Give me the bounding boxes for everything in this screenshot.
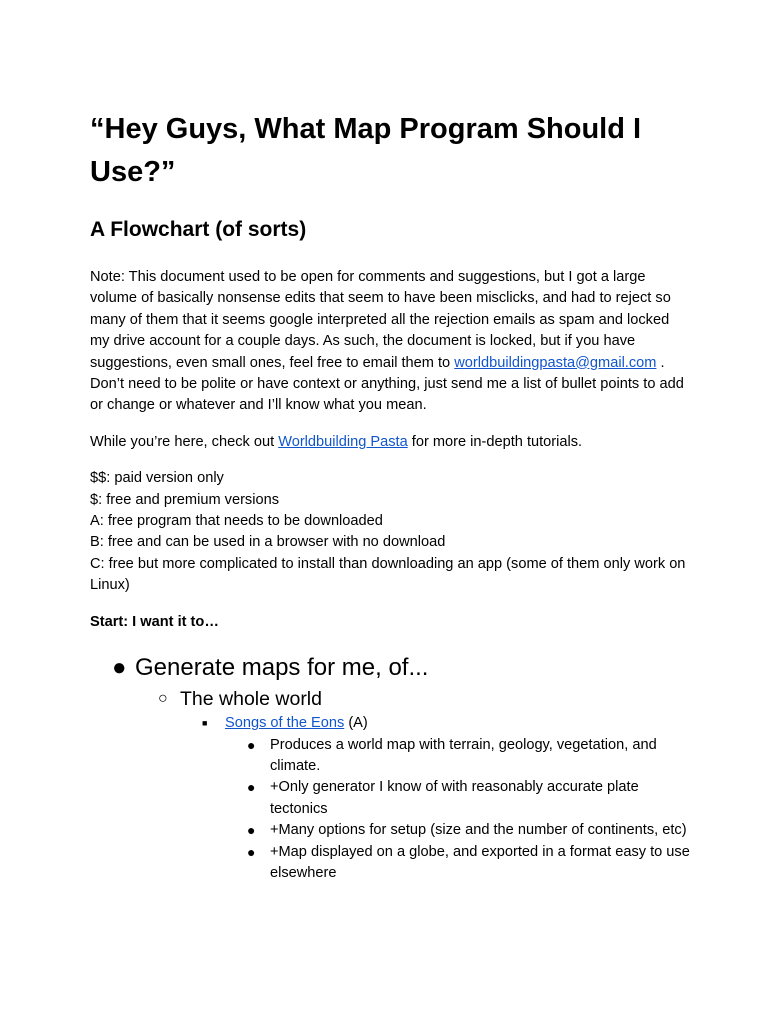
list-item-text: Produces a world map with terrain, geology, vegetation, and climate. xyxy=(270,736,657,774)
flowchart-outline xyxy=(90,651,690,884)
note-paragraph xyxy=(90,267,690,417)
worldbuilding-pasta-link[interactable]: Worldbuilding Pasta xyxy=(278,433,408,450)
list-item xyxy=(225,842,690,885)
legend-item: C: free but more complicated to install than downloading an app (some of them only work on Linux) xyxy=(90,555,686,594)
list-item xyxy=(225,820,690,841)
document-page xyxy=(90,108,690,884)
square-bullet-icon: ■ xyxy=(202,718,208,729)
legend-item: $$: paid version only xyxy=(90,470,224,487)
list-item-text: +Only generator I know of with reasonably accurate plate tectonics xyxy=(270,779,639,817)
outline-item-generate-maps xyxy=(90,651,690,884)
legend-item: $: free and premium versions xyxy=(90,491,279,508)
checkout-text: While you’re here, check out xyxy=(90,433,279,450)
hollow-circle-bullet-icon: ○ xyxy=(158,690,168,708)
program-type-label: (A) xyxy=(344,715,368,732)
list-item xyxy=(225,777,690,820)
outline-sublist xyxy=(180,713,690,884)
email-link[interactable]: worldbuildingpasta@gmail.com xyxy=(454,354,657,371)
songs-of-the-eons-link[interactable]: Songs of the Eons xyxy=(225,715,345,732)
legend-item: B: free and can be used in a browser with no download xyxy=(90,534,446,551)
filled-circle-bullet-icon: ● xyxy=(112,654,127,682)
start-heading: Start: I want it to… xyxy=(90,613,219,630)
filled-circle-bullet-icon: ● xyxy=(247,736,256,753)
outline-sublist xyxy=(135,685,690,884)
list-item xyxy=(225,735,690,778)
note-text-after: . Don’t need to be polite or have context or anything, just send me a list of bullet points to add or change or whatever and I’ll know what you mean. xyxy=(90,354,684,414)
checkout-text-after: for more in-depth tutorials. xyxy=(407,433,583,450)
filled-circle-bullet-icon: ● xyxy=(247,843,256,860)
list-item-text: +Map displayed on a globe, and exported in a format easy to use elsewhere xyxy=(270,843,690,881)
filled-circle-bullet-icon: ● xyxy=(247,779,256,796)
outline-item-whole-world xyxy=(135,685,690,884)
document-subtitle: A Flowchart (of sorts) xyxy=(90,218,307,241)
document-title: “Hey Guys, What Map Program Should I Use?” xyxy=(90,113,642,188)
checkout-paragraph xyxy=(90,432,690,453)
legend-item: A: free program that needs to be downloaded xyxy=(90,513,383,530)
list-item-text: +Many options for setup (size and the number of continents, etc) xyxy=(270,822,687,839)
outline-item-label: Generate maps for me, of... xyxy=(135,654,429,682)
filled-circle-bullet-icon: ● xyxy=(247,822,256,839)
note-text: Note: This document used to be open for comments and suggestions, but I got a large volume of basically nonsense edits that seem to have been misclicks, and had to reject so many of them that it seems google interpreted all the rejection emails as spam and locked my drive account for a couple days. As such, the document is locked, but if you have suggestions, even small ones, feel free to email them to xyxy=(90,269,671,371)
price-legend xyxy=(90,468,690,596)
outline-item-label: The whole world xyxy=(180,688,322,711)
program-details-list xyxy=(225,735,690,885)
outline-item-songs-of-the-eons xyxy=(180,713,690,884)
